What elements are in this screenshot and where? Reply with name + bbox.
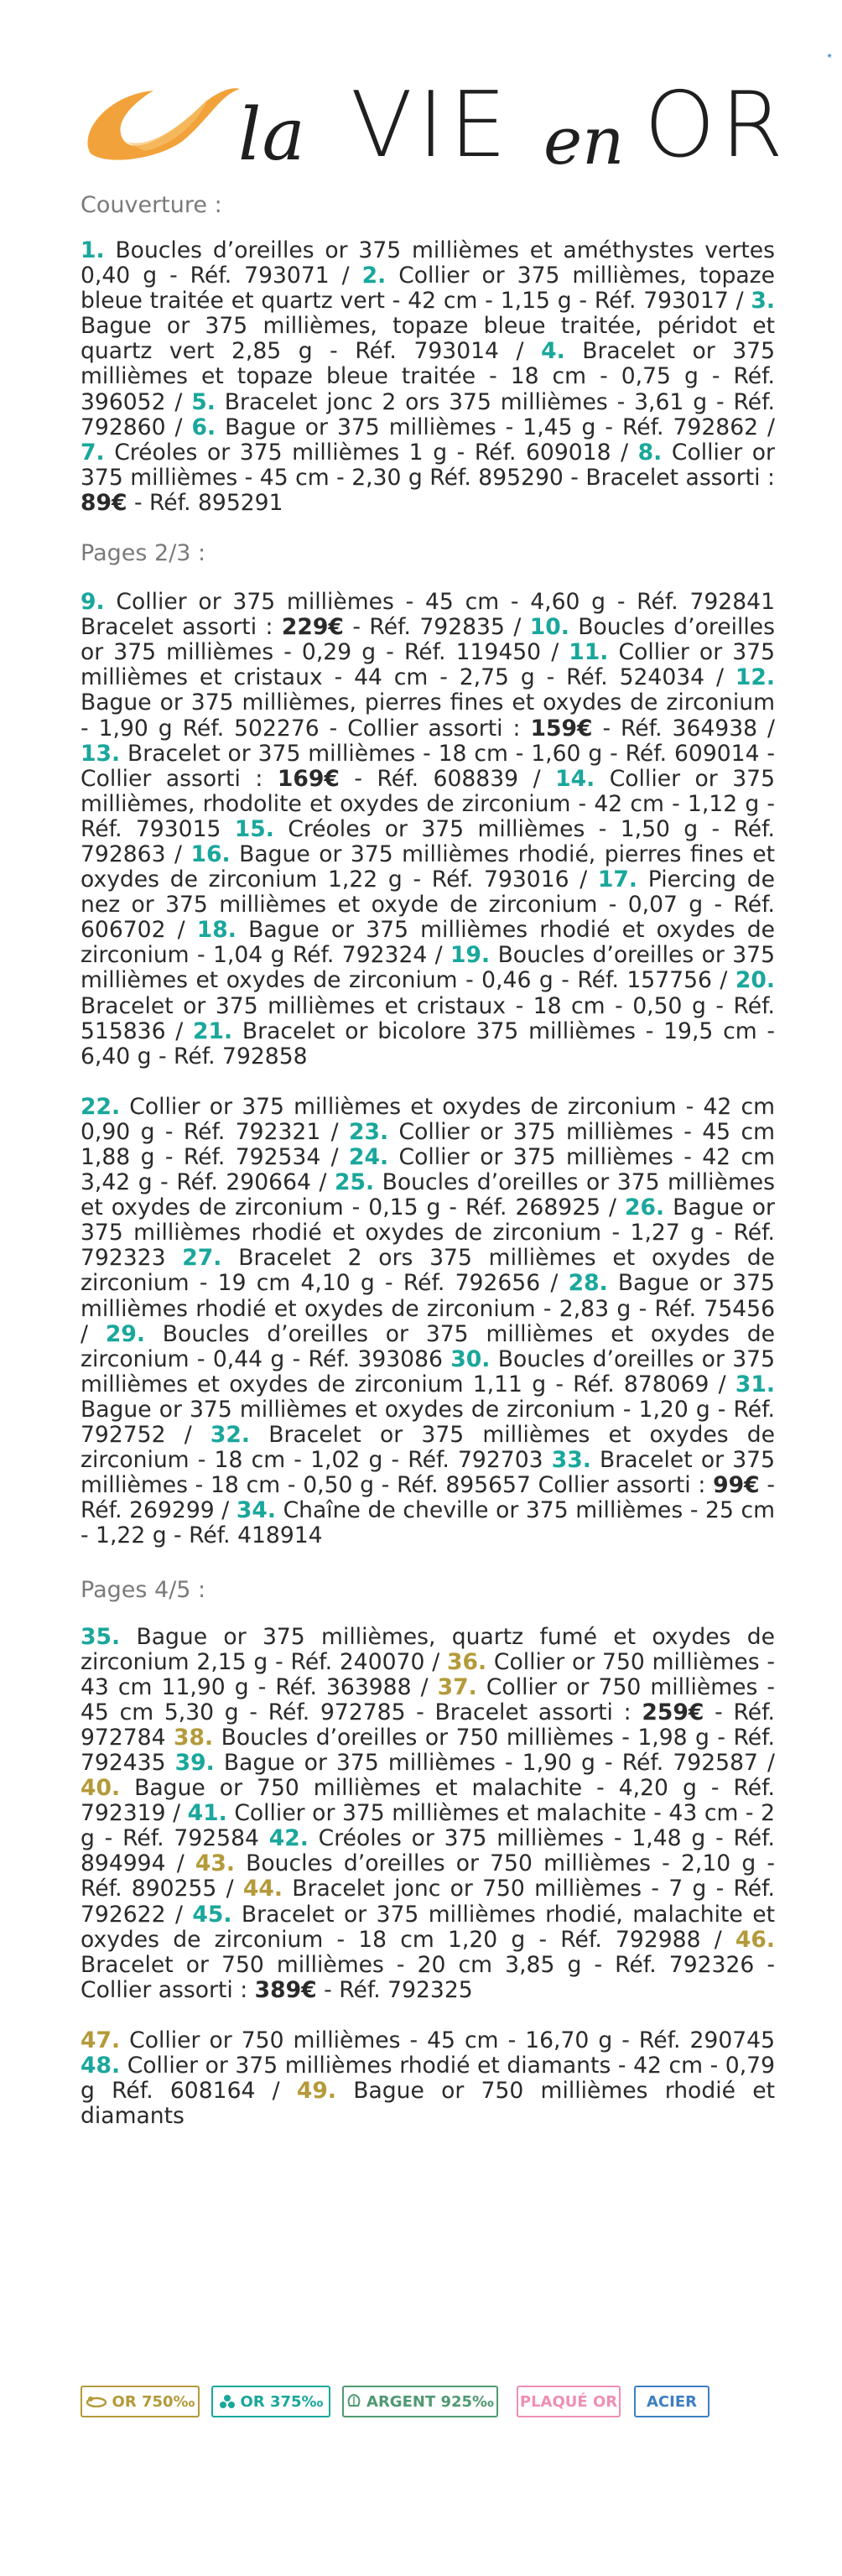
item-text: Collier or 750 millièmes - 45 cm 5,30 g - Réf. 972785 - Bracelet assorti : [81,1673,776,1725]
item-number: 42. [268,1825,309,1852]
item-text: Bracelet or 750 millièmes - 20 cm 3,85 g - Réf. 792326 - Collier assorti : [81,1951,775,2003]
item-text: Bague or 375 millièmes, quartz fumé et oxydes de zirconium 2,15 g - Réf. 240070 / [81,1623,775,1675]
item-text: Boucles d’oreilles or 375 millièmes et oxydes de zirconium - 0,15 g - Réf. 268925 / [81,1169,775,1221]
paragraph-pages-4-5-a [81,1625,775,2003]
logo-or: OR [644,73,789,178]
brand-logo [74,65,789,180]
item-text: Boucles d’oreilles or 750 millièmes - 2,10 g - Réf. 890255 / [81,1850,775,1902]
item-text: Collier or 375 millièmes - 45 cm - 4,60 g - Réf. 792841 Bracelet assorti : [81,589,775,641]
item-text: Bracelet jonc or 750 millièmes - 7 g - Réf. 792622 / [81,1876,775,1928]
logo-la: la [238,93,306,177]
item-number: 35. [81,1623,121,1650]
badge-label: OR 750‰ [112,2392,195,2411]
item-number: 14. [555,765,595,792]
item-price: 389€ [254,1976,317,2003]
item-text: Boucles d’oreilles or 750 millièmes - 1,98 g - Réf. 792435 [81,1724,775,1776]
item-number: 34. [236,1497,276,1524]
item-price: 229€ [281,614,344,641]
item-number: 25. [334,1169,375,1196]
item-number: 21. [193,1017,233,1044]
item-text: Collier or 375 millièmes et malachite - 43 cm - 2 g - Réf. 792584 [81,1800,775,1852]
item-text: Créoles or 375 millièmes 1 g - Réf. 609018 / [104,439,638,466]
paragraph-pages-4-5-b [81,2028,775,2129]
item-number: 47. [81,2027,121,2053]
item-number: 29. [105,1320,145,1347]
item-text: - Réf. 792835 / [343,614,530,641]
item-text: Collier or 375 millièmes - 45 cm 1,88 g - Réf. 792534 / [81,1118,776,1170]
item-number: 43. [195,1850,235,1877]
item-text: - Réf. 364938 / [592,715,775,742]
badge-acier [634,2386,709,2417]
item-number: 30. [450,1345,491,1372]
item-text: Collier or 375 millièmes et cristaux - 44 cm - 2,75 g - Réf. 524034 / [81,639,775,691]
item-number: 13. [81,740,121,767]
item-text: Bracelet or 375 millièmes rhodié, malachite et oxydes de zirconium - 18 cm 1,20 g - Réf. 792988 / [81,1901,775,1953]
section-heading-couverture: Couverture : [81,192,222,218]
item-text: Boucles d’oreilles or 375 millièmes et oxydes de zirconium 1,11 g - Réf. 878069 / [81,1345,775,1397]
item-text: Bracelet or 375 millièmes et cristaux - 18 cm - 0,50 g - Réf. 515836 / [81,992,775,1044]
item-number: 22. [81,1093,121,1120]
item-text: Boucles d’oreilles or 375 millièmes - 0,29 g - Réf. 119450 / [81,614,776,666]
item-number: 2. [361,263,387,289]
item-number: 18. [196,917,236,944]
item-text: Collier or 375 millièmes, rhodolite et oxydes de zirconium - 42 cm - 1,12 g - Réf. 793015 [81,765,775,842]
item-number: 6. [191,414,216,440]
item-text: Bracelet or bicolore 375 millièmes - 19,5 cm - 6,40 g - Réf. 792858 [81,1017,775,1069]
item-text: Bague or 750 millièmes rhodié et diamants [81,2078,775,2130]
item-number: 16. [190,840,231,867]
item-text: - Réf. 792325 [316,1976,473,2003]
item-text: Bague or 375 millièmes rhodié et oxydes de zirconium - 2,83 g - Réf. 75456 / [81,1270,775,1347]
item-number: 7. [81,439,105,466]
item-text: Bracelet or 375 millièmes et oxydes de zirconium - 18 cm - 1,02 g - Réf. 792703 [81,1422,775,1474]
item-number: 1. [81,237,105,263]
item-number: 5. [191,388,216,415]
item-text: Bague or 375 millièmes et oxydes de zirconium - 1,20 g - Réf. 792752 / [81,1396,775,1449]
badge-label: ACIER [647,2392,697,2411]
item-text: - Réf. 269299 / [81,1472,775,1524]
item-text: Chaîne de cheville or 375 millièmes - 25 cm - 1,22 g - Réf. 418914 [81,1497,775,1549]
item-number: 12. [735,664,775,691]
paragraph-pages-2-3-b [81,1095,775,1549]
item-number: 32. [210,1422,250,1449]
item-text: Collier or 375 millièmes, topaze bleue traitée et quartz vert - 42 cm - 1,15 g - Réf. 793017 / [81,263,775,315]
badge-plaque-or [517,2386,621,2417]
swoosh-icon [74,74,242,166]
item-text: Bracelet or 375 millièmes - 18 cm - 1,60 g - Réf. 609014 - Collier assorti : [81,740,775,792]
paragraph-pages-2-3-a [81,590,775,1069]
item-text: - Réf. 895291 [127,489,283,516]
corner-mark-icon: ✴ [826,52,834,61]
item-text: Bracelet or 375 millièmes - 18 cm - 0,50 g - Réf. 895657 Collier assorti : [81,1447,775,1499]
item-text: Boucles d’oreilles or 375 millièmes et améthystes vertes 0,40 g - Réf. 793071 / [81,237,775,289]
item-text: Piercing de nez or 375 millièmes et oxyde de zirconium - 0,07 g - Réf. 606702 / [81,866,775,944]
metal-legend [81,2386,718,2419]
item-number: 33. [551,1447,591,1474]
paragraph-couverture [81,238,775,516]
item-number: 46. [735,1926,775,1953]
catalog-content [81,190,775,2129]
badge-or-750 [81,2386,200,2417]
section-heading-pages-2-3: Pages 2/3 : [81,540,206,567]
item-number: 20. [735,967,775,994]
item-number: 8. [637,439,663,466]
item-number: 23. [349,1118,389,1145]
logo-en: en [543,104,625,180]
badge-label: ARGENT 925‰ [366,2392,494,2411]
item-number: 38. [174,1724,214,1751]
item-price: 169€ [277,765,340,792]
item-number: 31. [735,1371,775,1397]
item-text: Bracelet or 375 millièmes et topaze bleue traitée - 18 cm - 0,75 g - Réf. 396052 / [81,338,775,415]
item-text: - Réf. 972784 [81,1699,775,1751]
item-number: 44. [242,1876,283,1902]
section-heading-pages-4-5: Pages 4/5 : [81,1576,206,1603]
item-number: 36. [446,1648,487,1675]
badge-argent-925 [342,2386,498,2417]
item-text: Bague or 375 millièmes rhodié et oxydes de zirconium - 1,27 g - Réf. 792323 [81,1194,775,1272]
ring-icon [86,2396,107,2407]
stones-icon [219,2394,236,2409]
badge-label: OR 375‰ [240,2392,324,2411]
item-number: 48. [81,2053,121,2079]
item-number: 19. [450,942,491,969]
logo-vie: VIE [351,73,512,178]
item-number: 3. [751,288,775,315]
item-text: Bague or 375 millièmes, pierres fines et oxydes de zirconium - 1,90 g Réf. 502276 - Collier assorti : [81,690,775,742]
item-price: 159€ [530,715,593,742]
item-text: Bague or 375 millièmes rhodié et oxydes de zirconium - 1,04 g Réf. 792324 / [81,917,775,969]
item-text: Bague or 375 millièmes rhodié, pierres fines et oxydes de zirconium 1,22 g - Réf. 793016 / [81,840,776,893]
item-number: 28. [568,1270,608,1297]
item-text: Bague or 375 millièmes - 1,90 g - Réf. 792587 / [214,1749,775,1776]
item-number: 4. [541,338,565,365]
item-text: Créoles or 375 millièmes - 1,48 g - Réf. 894994 / [81,1825,775,1877]
item-text: Collier or 375 millièmes et oxydes de zirconium - 42 cm 0,90 g - Réf. 792321 / [81,1093,775,1145]
badge-or-375 [211,2386,330,2417]
item-text: Bague or 375 millièmes, topaze bleue traitée, péridot et quartz vert 2,85 g - Réf. 793014 / [81,313,775,365]
item-text: Collier or 375 millièmes - 45 cm - 2,30 g Réf. 895290 - Bracelet assorti : [81,439,775,491]
item-number: 41. [187,1800,227,1827]
item-number: 11. [569,639,609,666]
item-number: 17. [597,866,638,893]
badge-label: PLAQUÉ OR [519,2392,618,2411]
item-price: 89€ [81,489,127,516]
item-number: 49. [296,2078,336,2105]
shell-icon [346,2394,361,2409]
item-text: Boucles d’oreilles or 375 millièmes et oxydes de zirconium - 0,44 g - Réf. 393086 [81,1320,775,1372]
item-text: Boucles d’oreilles or 375 millièmes et oxydes de zirconium - 0,46 g - Réf. 157756 / [81,942,775,994]
item-text: Collier or 750 millièmes - 43 cm 11,90 g - Réf. 363988 / [81,1648,775,1700]
item-number: 10. [529,614,569,641]
item-number: 45. [192,1901,232,1928]
item-text: Bague or 750 millièmes et malachite - 4,20 g - Réf. 792319 / [81,1775,775,1827]
item-number: 24. [349,1144,389,1170]
item-number: 9. [81,589,105,616]
item-number: 40. [81,1775,121,1802]
item-text: Collier or 375 millièmes rhodié et diamants - 42 cm - 0,79 g Réf. 608164 / [81,2053,775,2105]
item-price: 259€ [642,1699,704,1725]
item-number: 15. [234,815,274,842]
item-text: - Réf. 608839 / [339,765,556,792]
item-number: 37. [437,1673,477,1700]
item-text: Collier or 375 millièmes - 42 cm 3,42 g - Réf. 290664 / [81,1144,776,1196]
item-number: 26. [625,1194,665,1221]
item-number: 39. [174,1749,215,1776]
item-text: Bracelet jonc 2 ors 375 millièmes - 3,61 g - Réf. 792860 / [81,388,776,440]
item-text: Bague or 375 millièmes - 1,45 g - Réf. 792862 / [216,414,775,440]
item-text: Bracelet 2 ors 375 millièmes et oxydes de zirconium - 19 cm 4,10 g - Réf. 792656 / [81,1245,775,1297]
item-text: Collier or 750 millièmes - 45 cm - 16,70 g - Réf. 290745 [120,2027,775,2053]
item-text: Créoles or 375 millièmes - 1,50 g - Réf. 792863 / [81,815,775,867]
item-price: 99€ [713,1472,760,1499]
item-number: 27. [182,1245,222,1272]
